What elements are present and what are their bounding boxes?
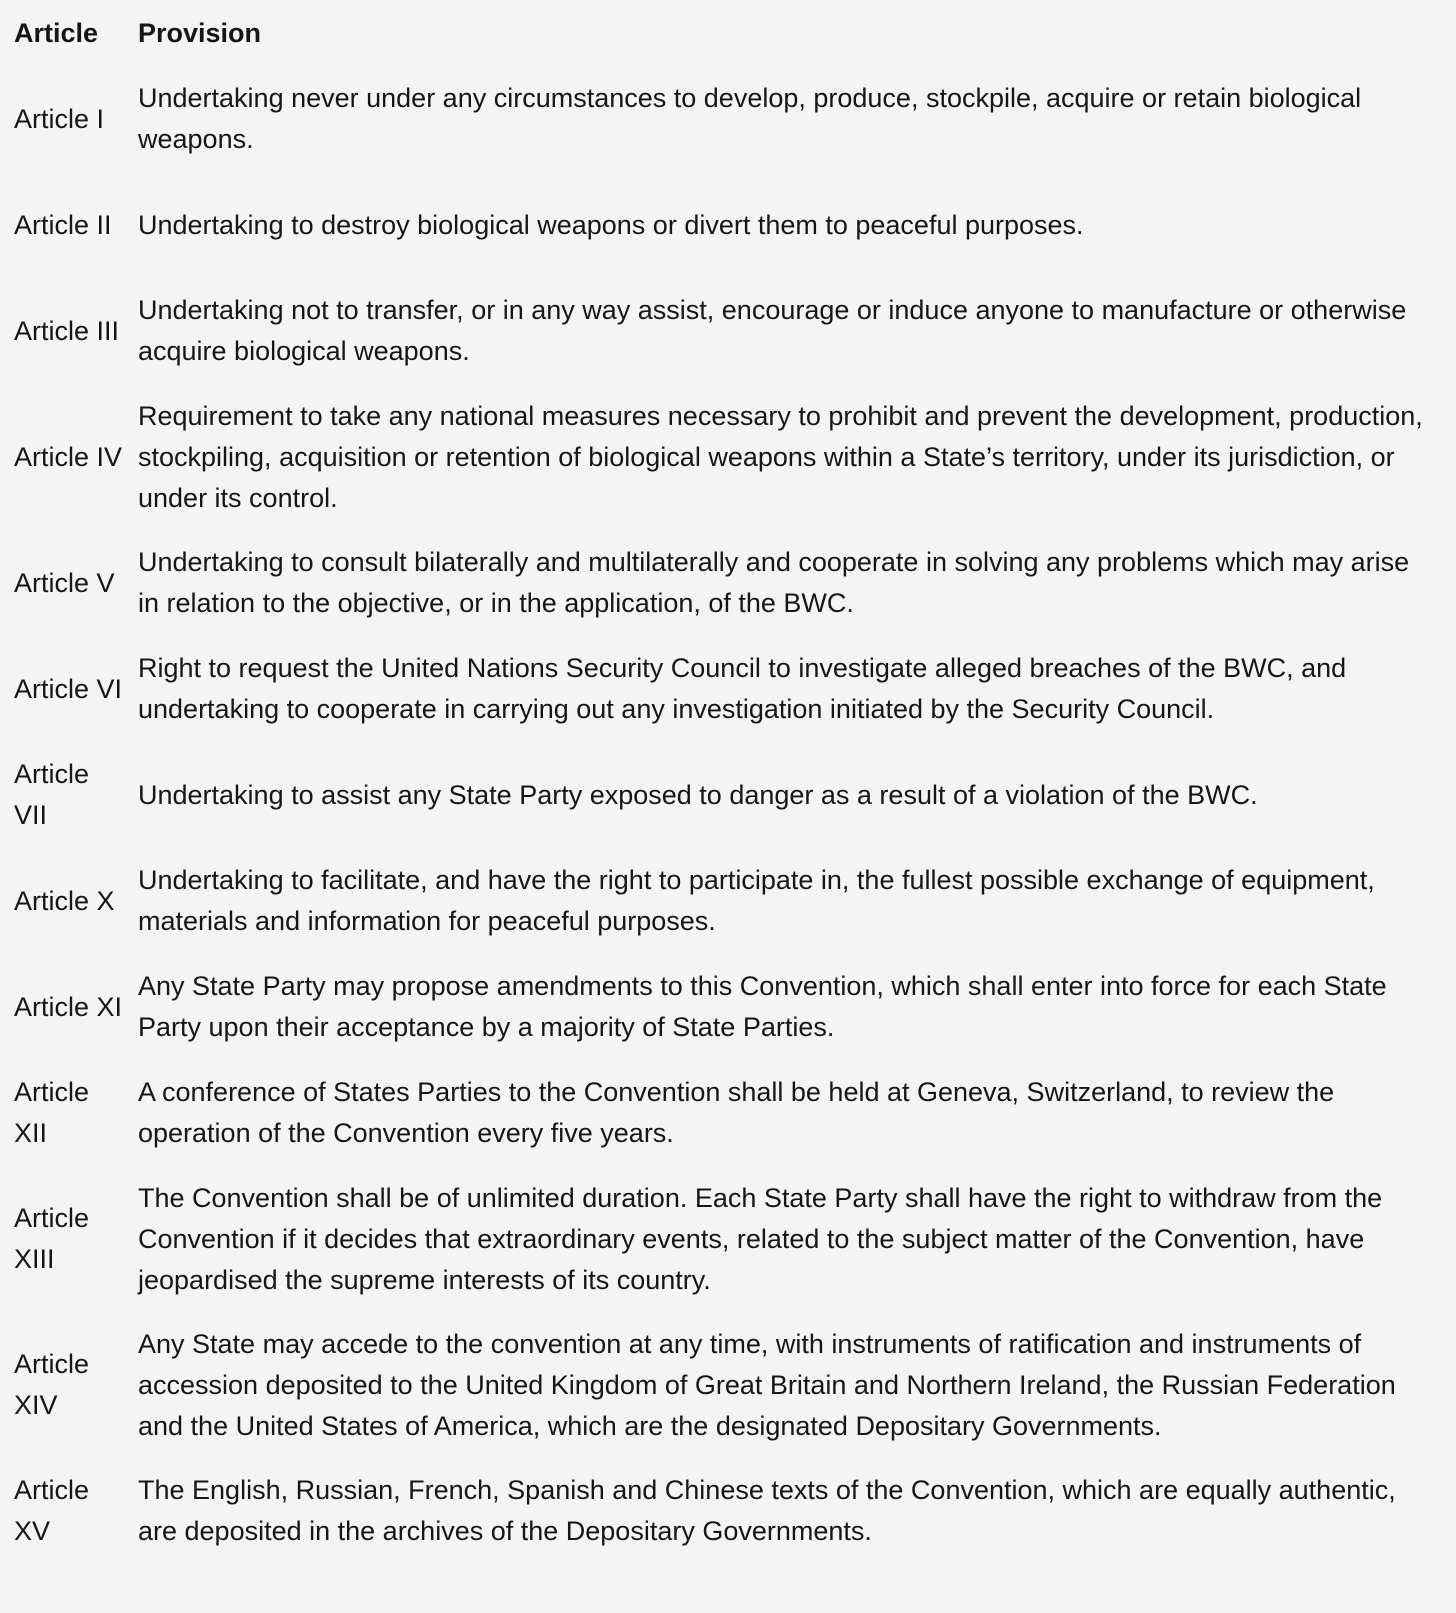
article-cell: Article I [14,103,105,134]
provision-cell: Undertaking to consult bilaterally and multilaterally and cooperate in solving any problems which may arise in relation to the objective, or in the application, of the BWC. [138,547,1410,618]
table-row [0,742,1456,848]
table-row [0,1166,1456,1312]
article-cell: Article VI [14,673,123,704]
header-article: Article [14,17,99,48]
table-row [0,636,1456,742]
provision-cell: Any State may accede to the convention at any time, with instruments of ratification and instruments of accession deposited to the United Kingdom of Great Britain and Northern Ireland, the Russian Federation and the United States of America, which are the designated Depositary Governments. [138,1328,1396,1441]
article-cell: Article V [14,567,115,598]
table-row [0,66,1456,172]
article-cell: Article X [14,885,115,916]
provision-cell: The English, Russian, French, Spanish and Chinese texts of the Convention, which are equally authentic, are deposited in the archives of the Depositary Governments. [138,1475,1396,1546]
table-row [0,954,1456,1060]
article-cell: Article XIV [14,1349,90,1420]
table-row [0,1458,1456,1564]
article-cell: Article XII [14,1077,90,1148]
header-provision: Provision [138,17,262,48]
provision-cell: The Convention shall be of unlimited duration. Each State Party shall have the right to withdraw from the Convention if it decides that extraordinary events, related to the subject matter of the Convention, have jeopardised the supreme interests of its country. [138,1182,1383,1295]
table-row [0,1312,1456,1458]
table-header-row [0,0,1456,66]
provision-cell: Right to request the United Nations Security Council to investigate alleged breaches of the BWC, and undertaking to cooperate in carrying out any investigation initiated by the Security Council. [138,653,1347,724]
provision-cell: Undertaking to destroy biological weapons or divert them to peaceful purposes. [138,209,1084,240]
article-cell: Article XV [14,1475,90,1546]
article-cell: Article XI [14,991,123,1022]
provision-cell: A conference of States Parties to the Convention shall be held at Geneva, Switzerland, to review the operation of the Convention every five years. [138,1077,1335,1148]
table-row [0,1060,1456,1166]
table-row [0,172,1456,278]
article-cell: Article III [14,315,120,346]
table-row [0,848,1456,954]
provision-cell: Undertaking to assist any State Party exposed to danger as a result of a violation of the BWC. [138,779,1258,810]
provision-cell: Undertaking to facilitate, and have the right to participate in, the fullest possible exchange of equipment, materials and information for peaceful purposes. [138,865,1375,936]
provision-cell: Any State Party may propose amendments to this Convention, which shall enter into force for each State Party upon their acceptance by a majority of State Parties. [138,971,1387,1042]
article-cell: Article XIII [14,1203,90,1274]
provision-cell: Undertaking never under any circumstances to develop, produce, stockpile, acquire or retain biological weapons. [138,83,1362,154]
provision-cell: Undertaking not to transfer, or in any way assist, encourage or induce anyone to manufacture or otherwise acquire biological weapons. [138,295,1407,366]
table-row [0,530,1456,636]
article-cell: Article IV [14,441,123,472]
table-row [0,278,1456,384]
provision-cell: Requirement to take any national measures necessary to prohibit and prevent the development, production, stockpiling, acquisition or retention of biological weapons within a State’s territory, under its jurisdiction, or under its control. [138,400,1423,513]
article-cell: Article II [14,209,112,240]
table-row [0,384,1456,530]
article-cell: Article VII [14,759,90,830]
